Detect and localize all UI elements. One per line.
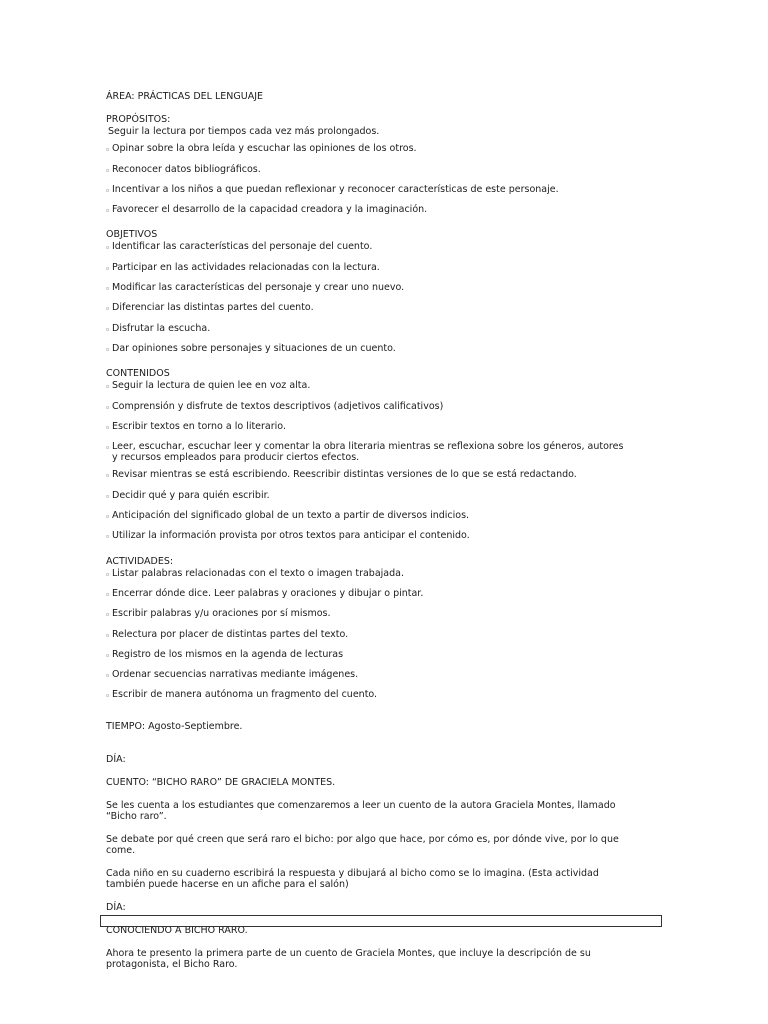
list-item-text: Decidir qué y para quién escribir. — [112, 489, 270, 501]
bullet-icon: o — [106, 632, 110, 639]
list-item — [106, 629, 626, 643]
list-item — [106, 649, 626, 663]
bullet-icon: o — [106, 493, 110, 500]
list-item — [106, 568, 626, 582]
list-item — [106, 302, 626, 316]
section-title: PROPÓSITOS: — [106, 114, 171, 125]
section-title: ACTIVIDADES: — [106, 555, 174, 567]
bullet-icon: o — [106, 673, 110, 680]
bullet-icon: o — [106, 286, 110, 293]
area-heading: ÁREA: PRÁCTICAS DEL LENGUAJE — [106, 91, 264, 102]
bullet-icon: o — [106, 187, 110, 194]
list-item-text: Utilizar la información provista por otros textos para anticipar el contenido. — [112, 530, 470, 542]
list-item — [106, 689, 626, 703]
bullet-icon: o — [106, 591, 110, 598]
empty-frame-box — [100, 915, 662, 927]
list-item-text: Escribir textos en torno a lo literario. — [112, 420, 286, 432]
list-item — [106, 588, 626, 602]
bullet-icon: o — [106, 265, 110, 272]
list-item-text: Dar opiniones sobre personajes y situaciones de un cuento. — [112, 342, 396, 354]
bullet-icon: o — [106, 473, 110, 480]
section-title: OBJETIVOS — [106, 229, 158, 241]
list-item-text: Anticipación del significado global de un texto a partir de diversos indicios. — [112, 510, 470, 522]
paragraph: Ahora te presento la primera parte de un cuento de Graciela Montes, que incluye la descripción de su protagonista, el Bicho Raro. — [106, 947, 591, 970]
paragraph: Se les cuenta a los estudiantes que comenzaremos a leer un cuento de la autora Graciela Montes, llamado “Bicho raro”. — [106, 799, 616, 822]
list-item-text: Seguir la lectura de quien lee en voz alta. — [112, 380, 311, 392]
list-item — [106, 143, 626, 157]
list-item-text: Favorecer el desarrollo de la capacidad creadora y la imaginación. — [112, 204, 428, 216]
list-item — [106, 510, 626, 524]
bullet-icon: o — [106, 404, 110, 411]
list-item — [106, 184, 626, 198]
paragraph: Se debate por qué creen que será raro el bicho: por algo que hace, por cómo es, por dónde vive, por lo que come. — [106, 833, 619, 856]
list-item — [106, 669, 626, 683]
list-item — [106, 323, 626, 337]
bullet-icon: o — [106, 693, 110, 700]
list-item — [106, 204, 626, 218]
bullet-icon: o — [106, 245, 110, 252]
bullet-icon: o — [106, 167, 110, 174]
list-item — [106, 441, 626, 463]
bullet-icon: o — [106, 445, 110, 452]
bullet-icon: o — [106, 652, 110, 659]
list-item-text: Disfrutar la escucha. — [112, 322, 211, 334]
document-body — [106, 91, 626, 982]
list-item-text: Leer, escuchar, escuchar leer y comentar la obra literaria mientras se reflexiona sobre los géneros, autores y recursos empleados para producir ciertos efectos. — [112, 441, 624, 464]
list-item-text: Revisar mientras se está escribiendo. Reescribir distintas versiones de lo que se está redactando. — [112, 469, 577, 481]
list-item — [106, 241, 626, 255]
list-item — [106, 490, 626, 504]
list-item-text: Incentivar a los niños a que puedan reflexionar y reconocer características de este personaje. — [112, 183, 559, 195]
list-item — [106, 262, 626, 276]
list-item-text: Seguir la lectura por tiempos cada vez más prolongados. — [108, 126, 380, 137]
paragraph: CONOCIENDO A BICHO RARO. — [106, 924, 248, 936]
list-item — [106, 164, 626, 178]
paragraph: CUENTO: “BICHO RARO” DE GRACIELA MONTES. — [106, 776, 336, 788]
section-title: CONTENIDOS — [106, 368, 170, 380]
paragraph: Cada niño en su cuaderno escribirá la respuesta y dibujará al bicho como se lo imagina. (Esta actividad también puede hacerse en un afiche para el salón) — [106, 867, 599, 890]
list-item — [106, 530, 626, 544]
list-item — [106, 608, 626, 622]
list-item-text: Reconocer datos bibliográficos. — [112, 163, 261, 175]
bullet-icon: o — [106, 306, 110, 313]
bullet-icon: o — [106, 514, 110, 521]
bullet-icon: o — [106, 534, 110, 541]
list-item — [108, 126, 626, 137]
list-item-text: Participar en las actividades relacionadas con la lectura. — [112, 261, 380, 273]
bullet-icon: o — [106, 424, 110, 431]
bullet-icon: o — [106, 208, 110, 215]
bullet-icon: o — [106, 346, 110, 353]
list-item-text: Diferenciar las distintas partes del cuento. — [112, 302, 314, 314]
list-item — [106, 282, 626, 296]
list-item-text: Registro de los mismos en la agenda de lecturas — [112, 648, 344, 660]
list-item-text: Encerrar dónde dice. Leer palabras y oraciones y dibujar o pintar. — [112, 587, 424, 599]
list-item-text: Comprensión y disfrute de textos descriptivos (adjetivos calificativos) — [112, 400, 444, 412]
list-item — [106, 380, 626, 394]
list-item-text: Relectura por placer de distintas partes del texto. — [112, 628, 349, 640]
bullet-icon: o — [106, 384, 110, 391]
list-item-text: Opinar sobre la obra leída y escuchar las opiniones de los otros. — [112, 143, 417, 155]
list-item-text: Modificar las características del personaje y crear uno nuevo. — [112, 282, 405, 294]
sections — [106, 114, 626, 715]
bullet-icon: o — [106, 571, 110, 578]
bullet-icon: o — [106, 147, 110, 154]
section-spacer — [106, 710, 626, 715]
list-item-text: Ordenar secuencias narrativas mediante imágenes. — [112, 669, 359, 681]
list-item-text: Listar palabras relacionadas con el texto o imagen trabajada. — [112, 567, 404, 579]
list-item-text: Escribir de manera autónoma un fragmento del cuento. — [112, 689, 378, 701]
paragraph: DÍA: — [106, 901, 126, 913]
list-item-text: Escribir palabras y/u oraciones por sí mismos. — [112, 608, 331, 620]
list-item — [106, 469, 626, 483]
bullet-icon: o — [106, 326, 110, 333]
list-item — [106, 401, 626, 415]
story-paragraphs — [106, 754, 626, 970]
list-item — [106, 421, 626, 435]
list-item — [106, 343, 626, 357]
tiempo-line: TIEMPO: Agosto-Septiembre. — [106, 720, 243, 732]
list-item-text: Identificar las características del personaje del cuento. — [112, 241, 373, 253]
bullet-icon: o — [106, 612, 110, 619]
paragraph: DÍA: — [106, 753, 126, 765]
